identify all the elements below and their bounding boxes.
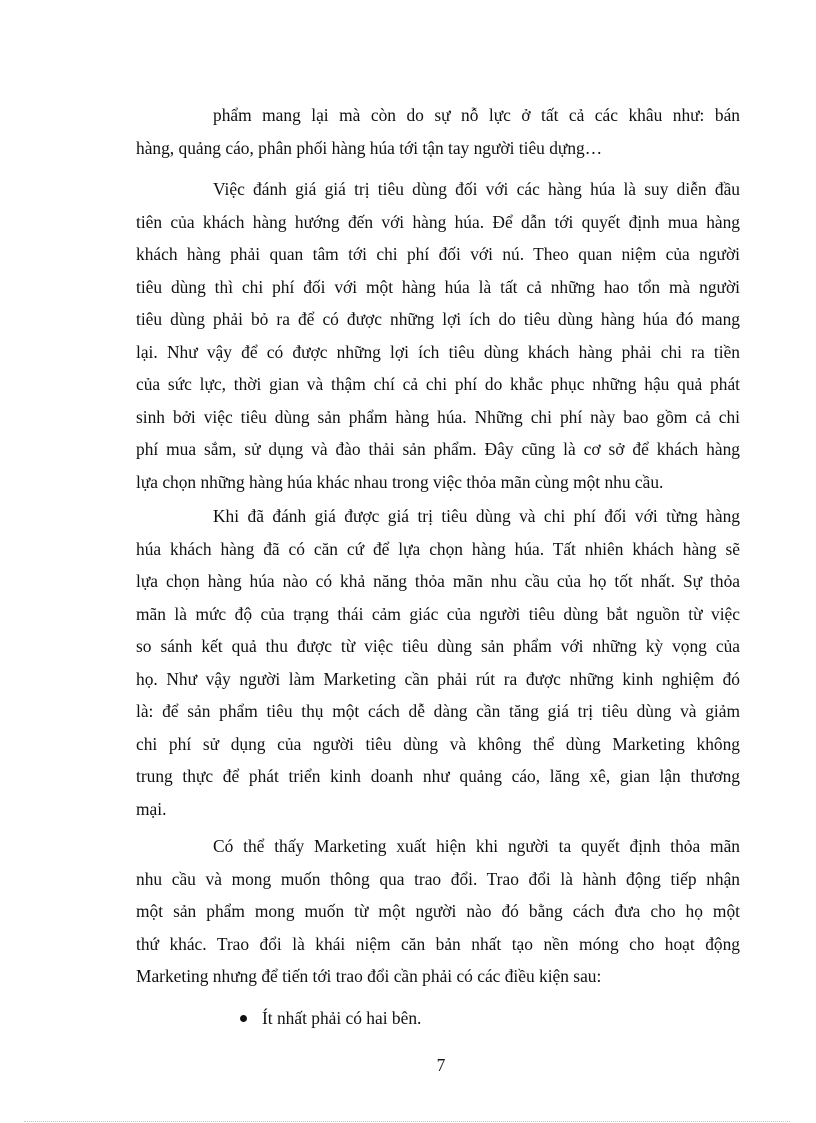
text-line: Marketing nhưng để tiến tới trao đổi cần phải có các điều kiện sau: <box>136 966 602 986</box>
text-line: mãn là mức độ của trạng thái cảm giác của người tiêu dùng bắt nguồn từ việc <box>136 603 740 624</box>
paragraph-1 <box>136 99 740 164</box>
text-line: lựa chọn hàng húa nào có khả năng thỏa mãn nhu cầu của họ tốt nhất. Sự thỏa <box>136 571 740 591</box>
text-line: khách hàng phải quan tâm tới chi phí đối với nú. Theo quan niệm của người <box>136 244 740 264</box>
text-line: của sức lực, thời gian và thậm chí cả chi phí do khắc phục những hậu quả phát <box>136 374 740 394</box>
text-line: Việc đánh giá giá trị tiêu dùng đối với các hàng húa là suy diễn đầu <box>213 179 740 199</box>
bullet-text: Ít nhất phải có hai bên. <box>262 1008 422 1028</box>
text-line: Khi đã đánh giá được giá trị tiêu dùng và chi phí đối với từng hàng <box>213 506 740 526</box>
text-line: họ. Như vậy người làm Marketing cần phải rút ra được những kinh nghiệm đó <box>136 668 740 689</box>
paragraph-2 <box>136 173 740 498</box>
text-line: hàng, quảng cáo, phân phối hàng húa tới tận tay người tiêu dựng… <box>136 137 603 158</box>
text-line: trung thực để phát triển kinh doanh như quảng cáo, lăng xê, gian lận thương <box>136 766 740 786</box>
bullet-list-item <box>240 1002 421 1034</box>
text-line: tiên của khách hàng hướng đến với hàng húa. Để dẫn tới quyết định mua hàng <box>136 211 740 232</box>
text-line: chi phí sử dụng của người tiêu dùng và không thể dùng Marketing không <box>136 733 740 754</box>
text-line: so sánh kết quả thu được từ việc tiêu dùng sản phẩm với những kỳ vọng của <box>136 636 740 656</box>
text-line: lựa chọn những hàng húa khác nhau trong việc thỏa mãn cùng một nhu cầu. <box>136 471 664 492</box>
text-line: một sản phẩm mong muốn từ một người nào đó bằng cách đưa cho họ một <box>136 901 740 921</box>
text-line: lại. Như vậy để có được những lợi ích tiêu dùng khách hàng phải chi ra tiền <box>136 341 740 362</box>
paragraph-4 <box>136 830 740 993</box>
text-line: phẩm mang lại mà còn do sự nỗ lực ở tất cả các khâu như: bán <box>213 105 740 125</box>
bullet-icon <box>240 1015 247 1022</box>
text-line: nhu cầu và mong muốn thông qua trao đổi. Trao đổi là hành động tiếp nhận <box>136 868 740 889</box>
text-line: là: để sản phẩm tiêu thụ một cách dễ dàng cần tăng giá trị tiêu dùng và giảm <box>136 701 740 721</box>
text-line: húa khách hàng đã có căn cứ để lựa chọn hàng húa. Tất nhiên khách hàng sẽ <box>136 538 740 559</box>
text-line: tiêu dùng phải bỏ ra để có được những lợi ích do tiêu dùng hàng húa đó mang <box>136 309 740 329</box>
text-line: Có thể thấy Marketing xuất hiện khi người ta quyết định thỏa mãn <box>213 836 740 856</box>
text-line: tiêu dùng thì chi phí đối với một hàng húa là tất cả những hao tổn mà người <box>136 276 740 297</box>
paragraph-3 <box>136 500 740 825</box>
text-line: phí mua sắm, sử dụng và đào thải sản phẩm. Đây cũng là cơ sở để khách hàng <box>136 439 740 459</box>
text-line: mại. <box>136 798 167 819</box>
text-line: thứ khác. Trao đổi là khái niệm căn bản nhất tạo nền móng cho hoạt động <box>136 933 740 954</box>
text-line: sinh bởi việc tiêu dùng sản phẩm hàng húa. Những chi phí này bao gồm cả chi <box>136 406 740 427</box>
page-bottom-divider <box>24 1121 790 1122</box>
page-number: 7 <box>436 1055 446 1075</box>
